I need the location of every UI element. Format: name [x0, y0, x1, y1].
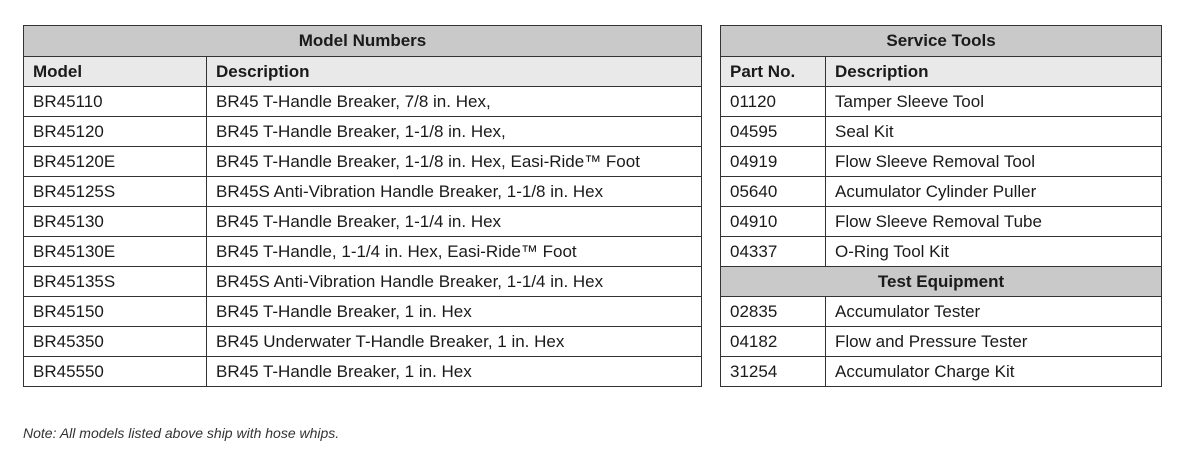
part-no-cell: 04595 — [721, 117, 826, 147]
description-cell: Accumulator Charge Kit — [826, 357, 1162, 387]
description-cell: BR45 T-Handle Breaker, 1-1/4 in. Hex — [207, 207, 702, 237]
part-no-cell: 31254 — [721, 357, 826, 387]
table-row — [721, 207, 1162, 237]
description-cell: BR45 T-Handle Breaker, 1 in. Hex — [207, 297, 702, 327]
description-column-header: Description — [826, 57, 1162, 87]
service-tools-title: Service Tools — [721, 26, 1162, 57]
description-cell: Flow Sleeve Removal Tube — [826, 207, 1162, 237]
table-row — [24, 117, 702, 147]
table-row — [24, 357, 702, 387]
part-no-cell: 02835 — [721, 297, 826, 327]
table-row — [24, 267, 702, 297]
model-cell: BR45120E — [24, 147, 207, 177]
description-cell: BR45 T-Handle, 1-1/4 in. Hex, Easi-Ride™ Foot — [207, 237, 702, 267]
part-no-cell: 04910 — [721, 207, 826, 237]
table-row — [721, 297, 1162, 327]
table-row — [721, 237, 1162, 267]
description-cell: O-Ring Tool Kit — [826, 237, 1162, 267]
model-cell: BR45135S — [24, 267, 207, 297]
part-no-cell: 05640 — [721, 177, 826, 207]
model-cell: BR45130 — [24, 207, 207, 237]
description-cell: BR45 Underwater T-Handle Breaker, 1 in. Hex — [207, 327, 702, 357]
table-row — [24, 87, 702, 117]
table-row — [721, 87, 1162, 117]
section-header-row — [721, 267, 1162, 297]
model-cell: BR45550 — [24, 357, 207, 387]
table-header-row — [721, 57, 1162, 87]
model-numbers-table — [23, 25, 702, 387]
table-row — [24, 207, 702, 237]
service-tools-table — [720, 25, 1162, 387]
part-no-column-header: Part No. — [721, 57, 826, 87]
model-numbers-title: Model Numbers — [24, 26, 702, 57]
description-cell: BR45 T-Handle Breaker, 1-1/8 in. Hex, Easi-Ride™ Foot — [207, 147, 702, 177]
table-row — [721, 327, 1162, 357]
model-cell: BR45350 — [24, 327, 207, 357]
model-cell: BR45110 — [24, 87, 207, 117]
description-cell: BR45 T-Handle Breaker, 1 in. Hex — [207, 357, 702, 387]
description-cell: Flow Sleeve Removal Tool — [826, 147, 1162, 177]
table-row — [721, 177, 1162, 207]
table-title-row — [24, 26, 702, 57]
model-column-header: Model — [24, 57, 207, 87]
part-no-cell: 04919 — [721, 147, 826, 177]
description-cell: Acumulator Cylinder Puller — [826, 177, 1162, 207]
table-title-row — [721, 26, 1162, 57]
table-row — [24, 327, 702, 357]
description-cell: Accumulator Tester — [826, 297, 1162, 327]
description-column-header: Description — [207, 57, 702, 87]
table-row — [721, 117, 1162, 147]
description-cell: BR45S Anti-Vibration Handle Breaker, 1-1/4 in. Hex — [207, 267, 702, 297]
description-cell: BR45 T-Handle Breaker, 7/8 in. Hex, — [207, 87, 702, 117]
table-row — [721, 147, 1162, 177]
table-row — [24, 177, 702, 207]
table-row — [24, 147, 702, 177]
table-row — [24, 237, 702, 267]
description-cell: Tamper Sleeve Tool — [826, 87, 1162, 117]
model-cell: BR45150 — [24, 297, 207, 327]
part-no-cell: 04337 — [721, 237, 826, 267]
footnote: Note: All models listed above ship with hose whips. — [23, 425, 340, 441]
description-cell: BR45 T-Handle Breaker, 1-1/8 in. Hex, — [207, 117, 702, 147]
description-cell: BR45S Anti-Vibration Handle Breaker, 1-1/8 in. Hex — [207, 177, 702, 207]
table-row — [24, 297, 702, 327]
part-no-cell: 04182 — [721, 327, 826, 357]
table-header-row — [24, 57, 702, 87]
model-cell: BR45125S — [24, 177, 207, 207]
description-cell: Flow and Pressure Tester — [826, 327, 1162, 357]
model-cell: BR45120 — [24, 117, 207, 147]
description-cell: Seal Kit — [826, 117, 1162, 147]
model-cell: BR45130E — [24, 237, 207, 267]
table-row — [721, 357, 1162, 387]
part-no-cell: 01120 — [721, 87, 826, 117]
test-equipment-title: Test Equipment — [721, 267, 1162, 297]
